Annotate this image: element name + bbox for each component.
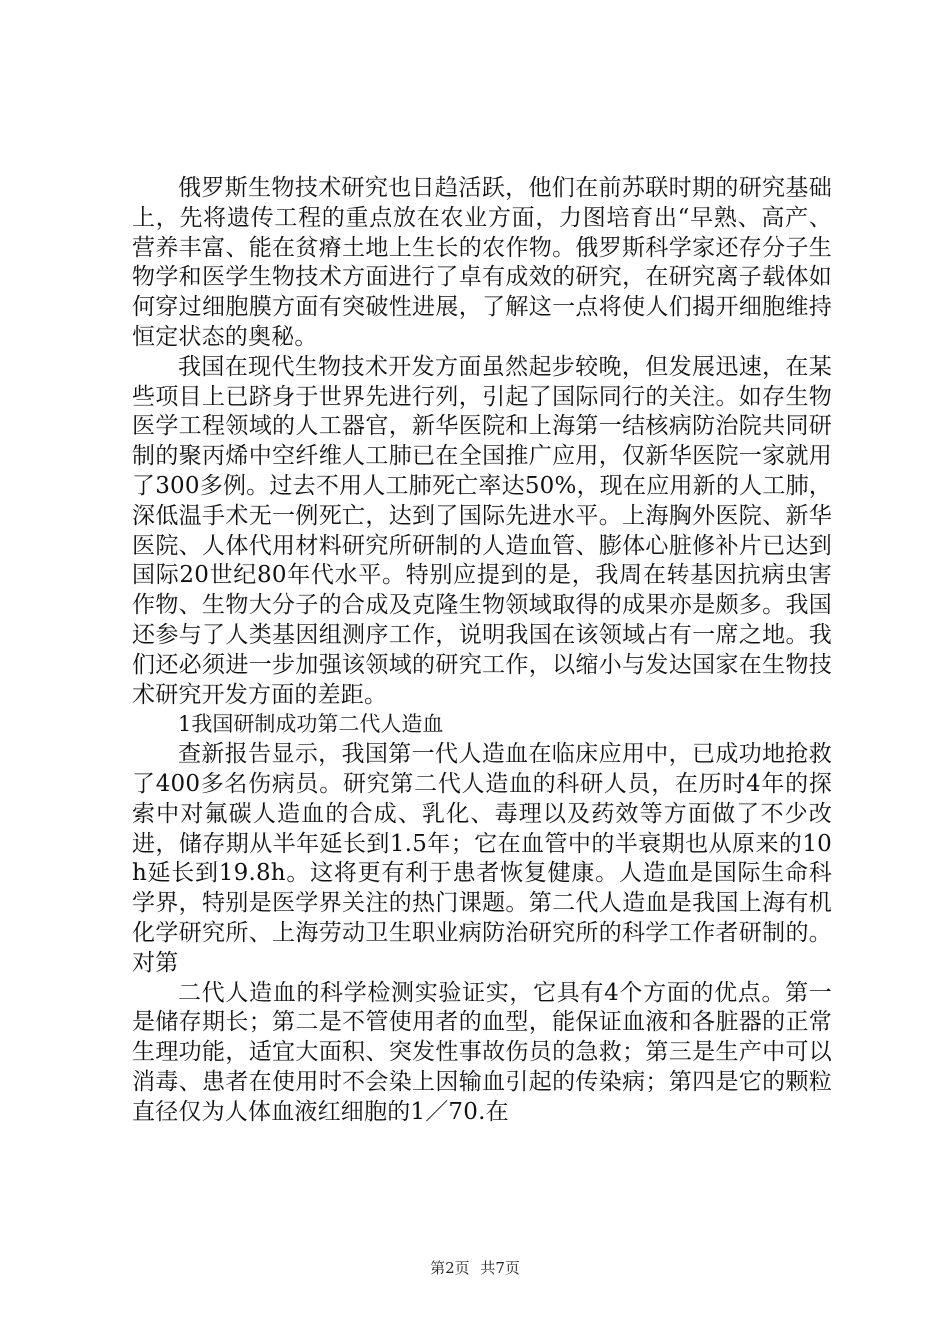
- page-total: 共7页: [480, 1259, 520, 1277]
- paragraph-china-biotech: 我国在现代生物技术开发方面虽然起步较晚，但发展迅速，在某些项目上已跻身于世界先进行列，引起了国际同行的关注。如存生物医学工程领域的人工器官，新华医院和上海第一结核病防治院共同研制的聚丙烯中空纤维人工肺已在全国推广应用，仅新华医院一家就用了300多例。过去不用人工肺死亡率达50%，现在应用新的人工肺，深低温手术无一例死亡，达到了国际先进水平。上海胸外医院、新华医院、人体代用材料研究所研制的人造血管、膨体心脏修补片已达到国际20世纪80年代水平。特别应提到的是，我周在转基因抗病虫害作物、生物大分子的合成及克隆生物领域取得的成果亦是颇多。我国还参与了人类基因组测序工作，说明我国在该领域占有一席之地。我们还必须进一步加强该领域的研究工作，以缩小与发达国家在生物技术研究开发方面的差距。: [132, 353, 832, 708]
- paragraph-artificial-blood-advantages: 二代人造血的科学检测实验证实，它具有4个方面的优点。第一是储存期长；第二是不管使用者的血型，能保证血液和各脏器的正常生理功能，适宜大面积、突发性事故伤员的急救；第三是生产中可以消毒、患者在使用时不会染上因输血引起的传染病；第四是它的颗粒直径仅为人体血液红细胞的1／70.在: [132, 979, 832, 1125]
- section-heading: 1我国研制成功第二代人造血: [178, 712, 444, 737]
- page-footer: [0, 1258, 950, 1278]
- document-body: [132, 174, 832, 1128]
- page-number: 第2页: [430, 1259, 470, 1277]
- paragraph-russia-biotech: 俄罗斯生物技术研究也日趋活跃，他们在前苏联时期的研究基础上，先将遗传工程的重点放在农业方面，力图培育出“早熟、高产、营养丰富、能在贫瘠土地上生长的农作物。俄罗斯科学家还存分子生物学和医学生物技术方面进行了卓有成效的研究，在研究离子载体如何穿过细胞膜方面有突破性进展，了解这一点将使人们揭开细胞维持恒定状态的奥秘。: [132, 175, 832, 350]
- paragraph-artificial-blood: 查新报告显示，我国第一代人造血在临床应用中，已成功地抢救了400多名伤病员。研究第二代人造血的科研人员，在历时4年的探索中对氟碳人造血的合成、乳化、毒理以及药效等方面做了不少改进，储存期从半年延长到1.5年；它在血管中的半衰期也从原来的10h延长到19.8h。这将更有利于患者恢复健康。人造血是国际生命科学界，特别是医学界关注的热门课题。第二代人造血是我国上海有机化学研究所、上海劳动卫生职业病防治研究所的科学工作者研制的。对第: [132, 741, 832, 976]
